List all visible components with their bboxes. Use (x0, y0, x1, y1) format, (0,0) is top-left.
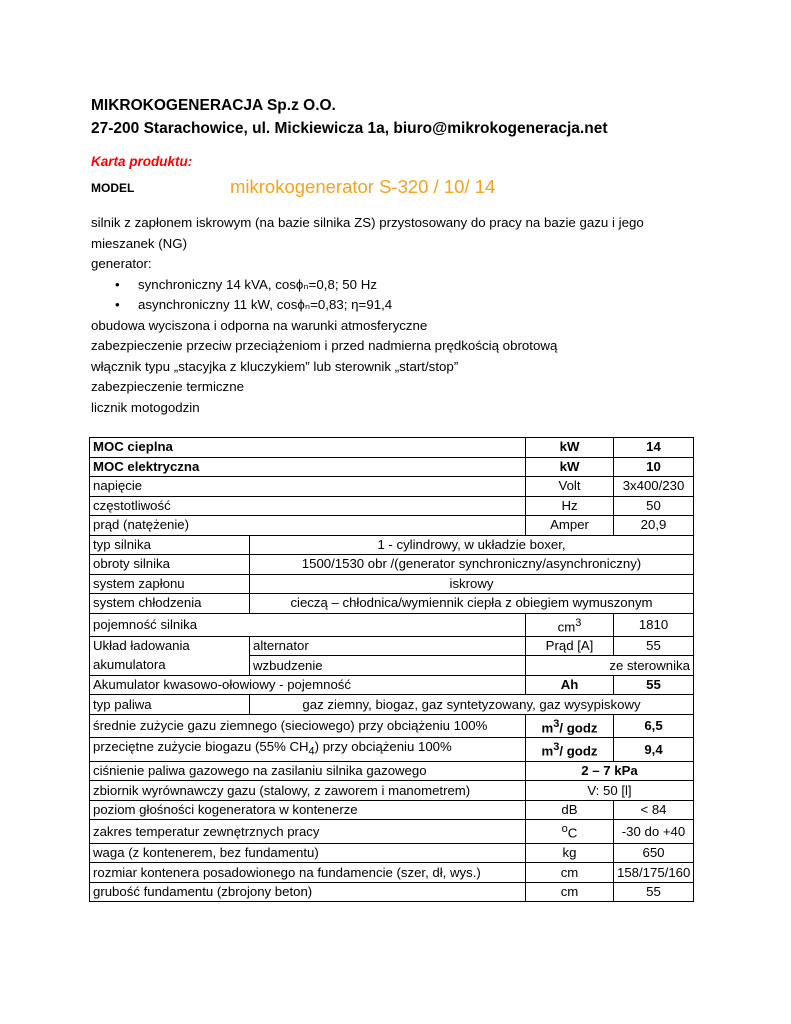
param-cell: ciśnienie paliwa gazowego na zasilaniu silnika gazowego (90, 761, 526, 781)
table-row (90, 843, 694, 863)
unit-cell: Ah (526, 675, 614, 695)
unit-rest: / godz (559, 743, 598, 759)
table-row (90, 496, 694, 516)
value-cell: 2 – 7 kPa (526, 761, 694, 781)
description-line: zabezpieczenie termiczne (91, 379, 244, 394)
value-cell: V: 50 [l] (526, 781, 694, 801)
charging-type-cell: wzbudzenie (250, 656, 526, 676)
param-cell: pojemność silnika (90, 613, 526, 636)
value-cell: 9,4 (614, 738, 694, 762)
bullet-icon: • (115, 297, 120, 312)
unit-base: cm (557, 618, 576, 634)
value-cell: 1810 (614, 613, 694, 636)
value-cell: 50 (614, 496, 694, 516)
param-text: ) przy obciążeniu 100% (314, 739, 452, 755)
unit-cell: kg (526, 843, 614, 863)
param-cell (90, 636, 250, 675)
param-cell: napięcie (90, 477, 526, 497)
description-line: generator: (91, 256, 152, 271)
value-cell: 14 (614, 438, 694, 458)
description-line: zabezpieczenie przeciw przeciążeniom i przed nadmierna prędkością obrotową (91, 338, 558, 353)
param-cell: częstotliwość (90, 496, 526, 516)
description-line: licznik motogodzin (91, 399, 200, 415)
description-line: włącznik typu „stacyjka z kluczykiem” lub sterownik „start/stop” (91, 358, 459, 374)
unit-cell: cm (526, 863, 614, 883)
param-line: Układ ładowania (93, 638, 190, 654)
generator-bullet (91, 275, 691, 296)
table-row (90, 695, 694, 715)
unit-base: m (541, 720, 554, 736)
table-row (90, 675, 694, 695)
unit-base: C (567, 825, 578, 841)
model-label: MODEL (91, 181, 135, 195)
value-cell: 10 (614, 457, 694, 477)
product-card-label: Karta produktu: (91, 154, 193, 169)
value-cell: 6,5 (614, 714, 694, 737)
description-line: silnik z zapłonem iskrowym (na bazie silnika ZS) przystosowany do pracy na bazie gazu i jego mieszanek (NG) (91, 215, 644, 251)
param-cell: grubość fundamentu (zbrojony beton) (90, 882, 526, 902)
table-row (90, 516, 694, 536)
param-cell: średnie zużycie gazu ziemnego (sieciowego) przy obciążeniu 100% (90, 714, 526, 737)
param-cell: Akumulator kwasowo-ołowiowy - pojemność (90, 675, 526, 695)
table-row (90, 882, 694, 902)
model-name: mikrokogenerator S-320 / 10/ 14 (230, 176, 496, 197)
specification-table (89, 437, 694, 902)
table-row (90, 457, 694, 477)
unit-cell (526, 820, 614, 843)
unit-cell: kW (526, 457, 614, 477)
table-row (90, 477, 694, 497)
unit-cell: Prąd [A] (526, 636, 614, 656)
table-row (90, 863, 694, 883)
value-cell: -30 do +40 (614, 820, 694, 843)
value-cell: 3x400/230 (614, 477, 694, 497)
generator-bullet-text: asynchroniczny 11 kW, cosϕₙ=0,83; η=91,4 (138, 297, 393, 312)
param-cell: prąd (natężenie) (90, 516, 526, 536)
param-cell: system chłodzenia (90, 594, 250, 614)
generator-bullet-list (91, 275, 691, 316)
value-cell: cieczą – chłodnica/wymiennik ciepła z obiegiem wymuszonym (250, 594, 694, 614)
unit-superscript: 3 (553, 717, 560, 730)
table-row (90, 636, 694, 656)
table-row (90, 761, 694, 781)
unit-cell: Amper (526, 516, 614, 536)
param-cell: typ silnika (90, 535, 250, 555)
param-cell: poziom głośności kogeneratora w kontenerze (90, 800, 526, 820)
value-cell: 55 (614, 636, 694, 656)
company-header (91, 94, 608, 140)
table-row (90, 781, 694, 801)
value-cell: 55 (614, 675, 694, 695)
unit-base: m (541, 743, 554, 759)
unit-cell: kW (526, 438, 614, 458)
value-cell: 650 (614, 843, 694, 863)
value-cell: gaz ziemny, biogaz, gaz syntetyzowany, gaz wysypiskowy (250, 695, 694, 715)
company-name: MIKROKOGENERACJA Sp.z O.O. (91, 97, 336, 114)
table-row (90, 438, 694, 458)
bullet-icon: • (115, 276, 120, 292)
unit-cell: Volt (526, 477, 614, 497)
param-cell: obroty silnika (90, 555, 250, 575)
table-row (90, 555, 694, 575)
company-address: 27-200 Starachowice, ul. Mickiewicza 1a, biuro@mikrokogeneracja.net (91, 120, 608, 137)
param-line: akumulatora (93, 656, 166, 672)
param-cell: waga (z kontenerem, bez fundamentu) (90, 843, 526, 863)
table-row (90, 800, 694, 820)
table-row (90, 820, 694, 843)
table-row (90, 738, 694, 762)
param-cell: typ paliwa (90, 695, 250, 715)
unit-superscript: 3 (553, 741, 560, 754)
param-subscript: 4 (308, 745, 315, 758)
unit-cell (526, 714, 614, 737)
value-cell: 1500/1530 obr /(generator synchroniczny/asynchroniczny) (250, 555, 694, 575)
value-cell: < 84 (614, 800, 694, 820)
charging-type-cell: alternator (250, 636, 526, 656)
unit-superscript: 3 (575, 616, 582, 629)
table-row (90, 594, 694, 614)
unit-cell (526, 738, 614, 762)
unit-rest: / godz (559, 720, 598, 736)
table-row (90, 613, 694, 636)
value-cell: 20,9 (614, 516, 694, 536)
description-line: obudowa wyciszona i odporna na warunki atmosferyczne (91, 317, 428, 333)
unit-cell: cm (526, 882, 614, 902)
unit-cell: dB (526, 800, 614, 820)
param-cell: system zapłonu (90, 574, 250, 594)
param-cell: MOC cieplna (90, 438, 526, 458)
param-cell: MOC elektryczna (90, 457, 526, 477)
value-cell: iskrowy (250, 574, 694, 594)
table-row (90, 535, 694, 555)
unit-cell (526, 613, 614, 636)
param-cell: rozmiar kontenera posadowionego na fundamencie (szer, dł, wys.) (90, 863, 526, 883)
value-cell: 1 - cylindrowy, w układzie boxer, (250, 535, 694, 555)
product-description (91, 213, 691, 418)
param-cell (90, 738, 526, 762)
table-row (90, 574, 694, 594)
unit-superscript: o (561, 823, 568, 836)
param-cell: zbiornik wyrównawczy gazu (stalowy, z zaworem i manometrem) (90, 781, 526, 801)
table-row (90, 714, 694, 737)
generator-bullet (91, 295, 691, 316)
unit-cell: Hz (526, 496, 614, 516)
value-cell: ze sterownika (526, 656, 694, 676)
generator-bullet-text: synchroniczny 14 kVA, cosϕₙ=0,8; 50 Hz (138, 276, 378, 292)
value-cell: 55 (614, 882, 694, 902)
param-cell: zakres temperatur zewnętrznych pracy (90, 820, 526, 843)
value-cell: 158/175/160 (614, 863, 694, 883)
param-text: przeciętne zużycie biogazu (55% CH (93, 739, 309, 755)
